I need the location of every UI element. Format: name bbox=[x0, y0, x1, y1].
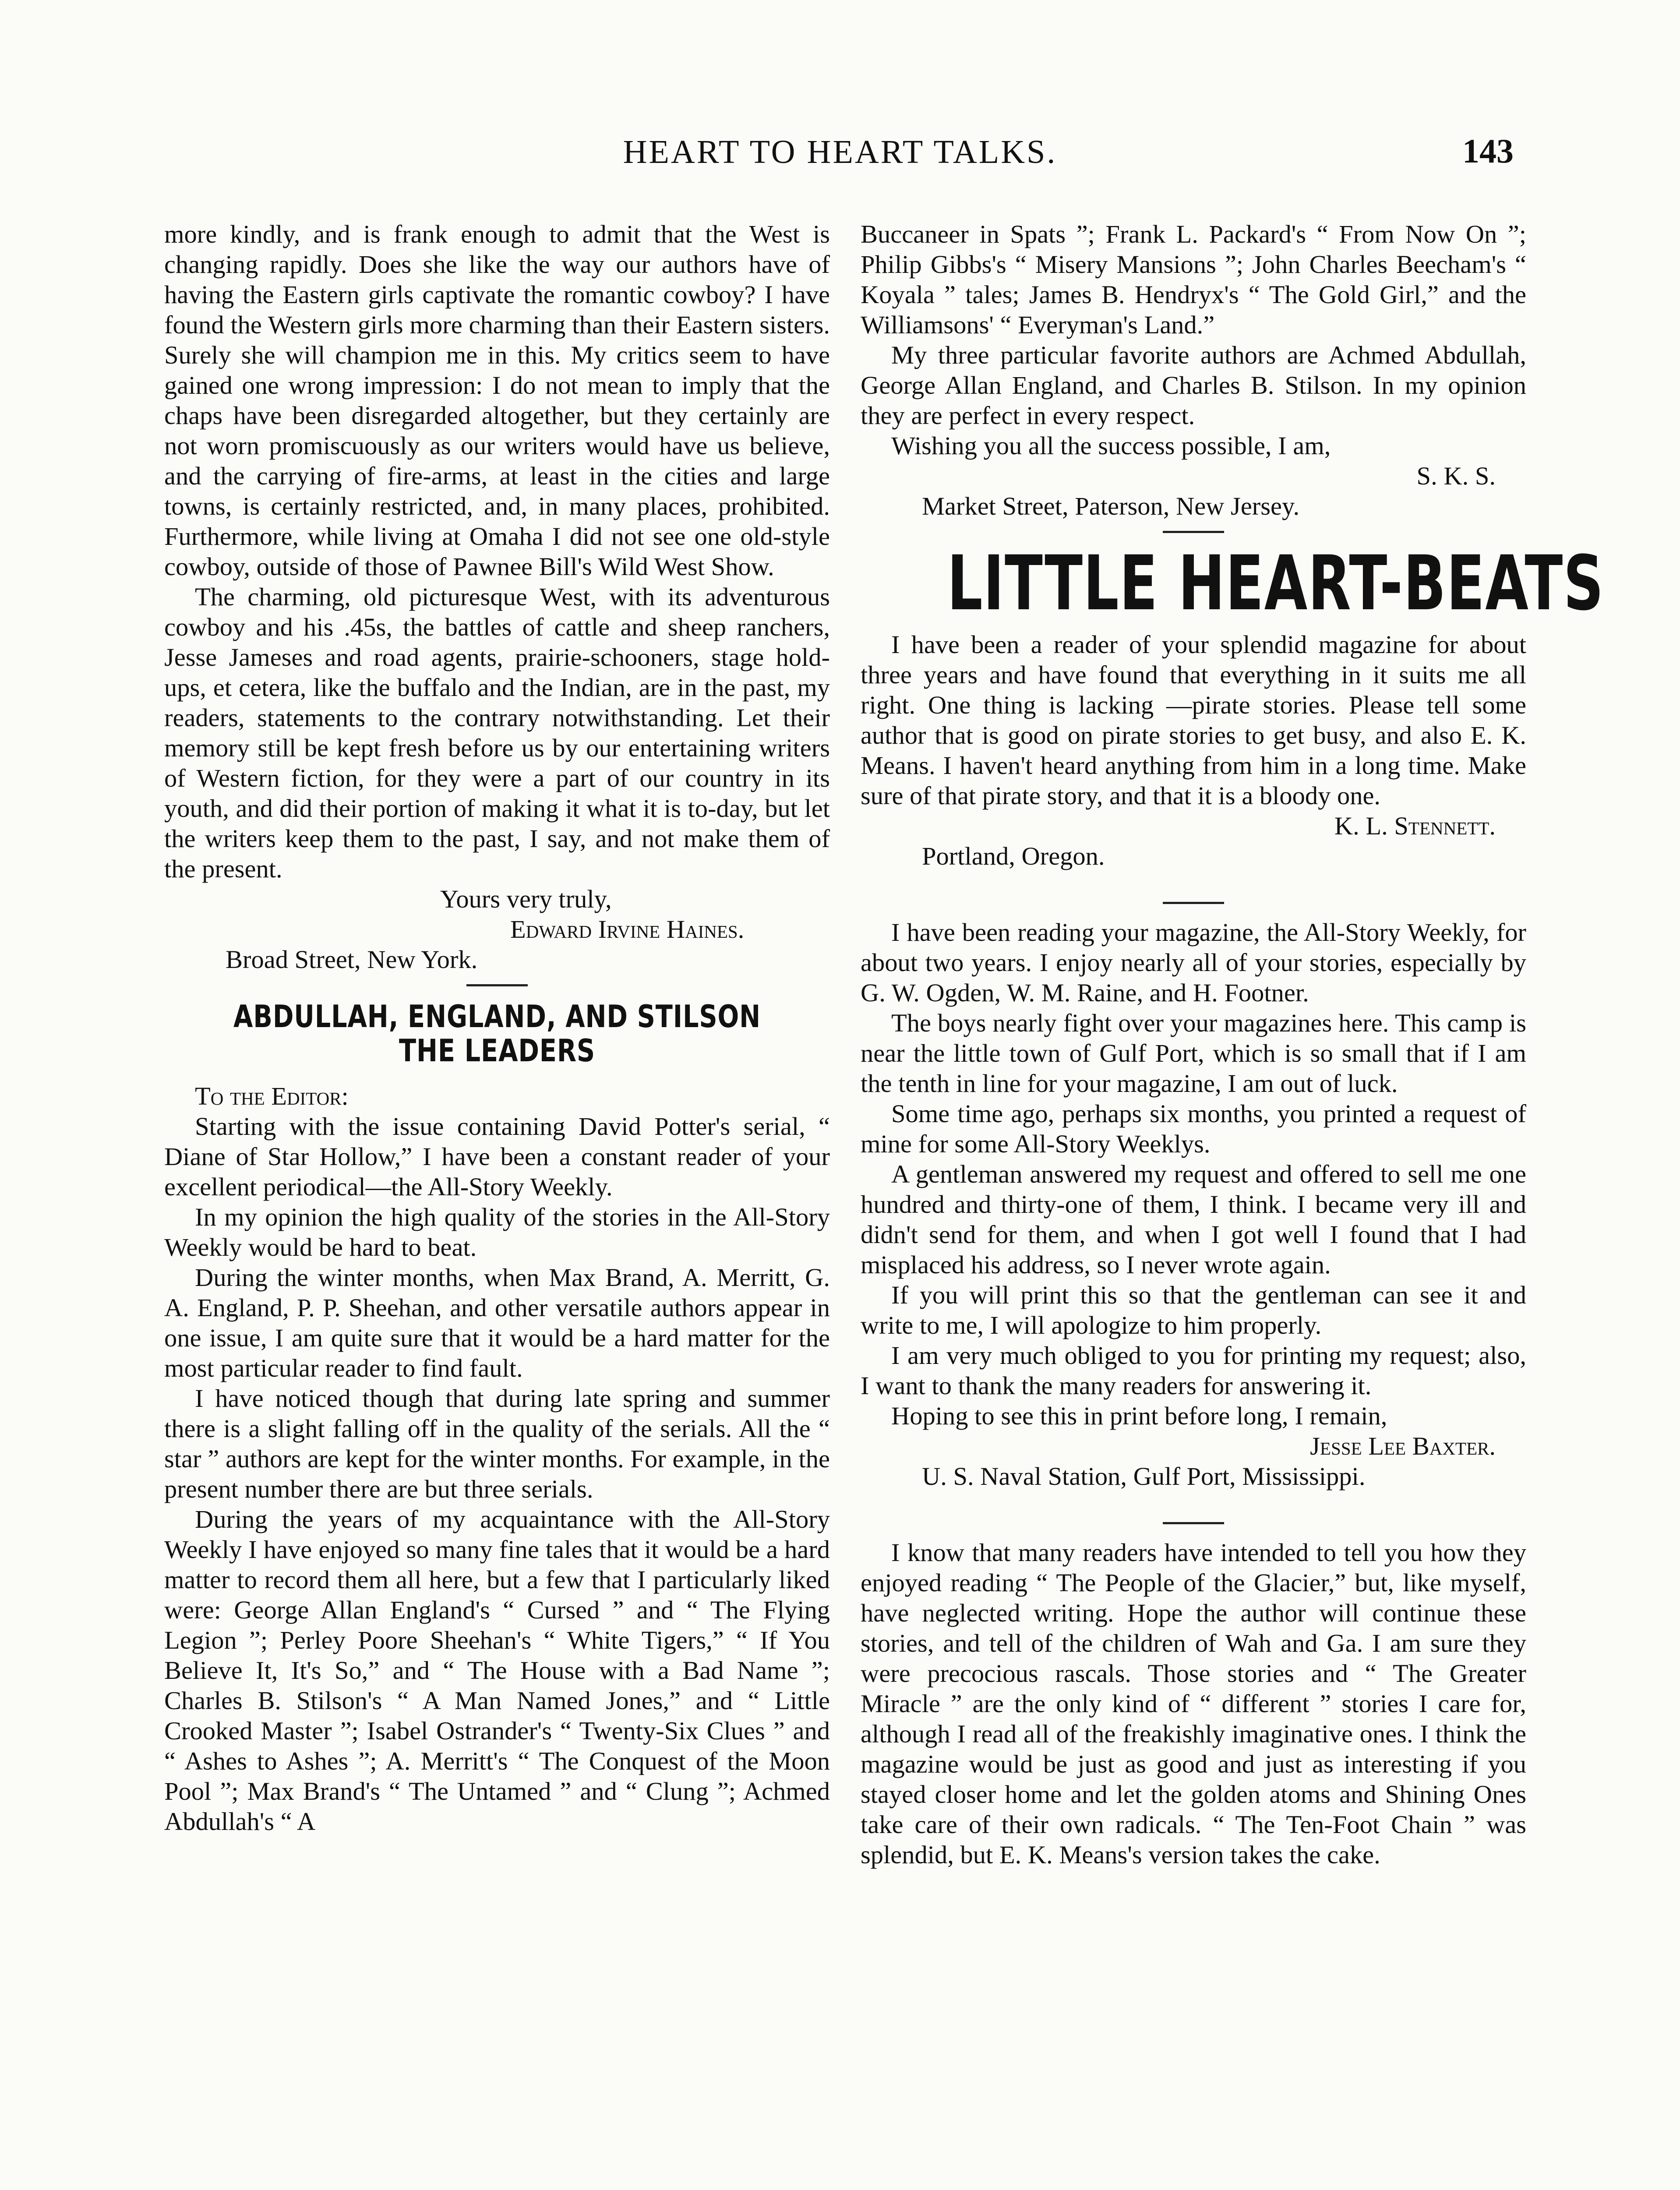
paragraph: A gentleman answered my request and offered to sell me one hundred and thirty-one of them, I think. I became very ill and didn't send for them, and when I got well I found that I had misplaced his address, so I never wrote again. bbox=[861, 1160, 1526, 1279]
letter-signature: Edward Irvine Haines. bbox=[510, 915, 745, 943]
paragraph: During the winter months, when Max Brand, A. Merritt, G. A. England, P. P. Sheehan, and other versatile authors appear in one issue, I am quite sure that it would be a hard matter for the most particular reader to find fault. bbox=[164, 1263, 830, 1382]
paragraph: During the years of my acquaintance with the All-Story Weekly I have enjoyed so many fine tales that it would be a hard matter to record them all here, but a few that I particularly liked were: George Allan England's “ Cursed ” and “ The Flying Legion ”; Perley Poore Sheehan's “ White Tigers,” “ If You Believe It, It's So,” and “ The House with a Bad Name ”; Charles B. Stilson's “ A Man Named Jones,” and “ Little Crooked Master ”; Isabel Ostrander's “ Twenty-Six Clues ” and “ Ashes to Ashes ”; A. Merritt's “ The Conquest of the Moon Pool ”; Max Brand's “ The Untamed ” and “ Clung ”; Achmed Abdullah's “ A bbox=[164, 1505, 830, 1836]
section-heading: ABDULLAH, ENGLAND, AND STILSON THE LEADERS bbox=[233, 999, 761, 1069]
paragraph: My three particular favorite authors are Achmed Abdullah, George Allan England, and Charles B. Stilson. In my opinion they are perfect in every respect. bbox=[861, 341, 1526, 430]
paragraph: In my opinion the high quality of the stories in the All-Story Weekly would be hard to beat. bbox=[164, 1203, 830, 1261]
paragraph: more kindly, and is frank enough to admit that the West is changing rapidly. Does she like the way our authors have of having the Eastern girls captivate the romantic cowboy? I have found the Western girls more charming than their Eastern sisters. Surely she will champion me in this. My critics seem to have gained one wrong impression: I do not mean to imply that the chaps have been disregarded altogether, but they certainly are not worn promiscuously as our writers would have us believe, and the carrying of fire-arms, at least in the cities and large towns, is certainly restricted, and, in many places, prohibited. Furthermore, while living at Omaha I did not see one old-style cowboy, outside of those of Pawnee Bill's Wild West Show. bbox=[164, 220, 830, 581]
section-divider bbox=[1163, 1522, 1224, 1524]
page-header bbox=[166, 131, 1514, 180]
letter-signature: K. L. Stennett. bbox=[1334, 812, 1496, 840]
paragraph: I have been reading your magazine, the All-Story Weekly, for about two years. I enjoy nearly all of your stories, especially by G. W. Ogden, W. M. Raine, and H. Footner. bbox=[861, 918, 1526, 1007]
left-column bbox=[164, 219, 830, 1837]
paragraph: The charming, old picturesque West, with its adventurous cowboy and his .45s, the battles of cattle and sheep ranchers, Jesse Jameses and road agents, prairie-schooners, stage hold-ups, et cetera, like the buffalo and the Indian, are in the past, my readers, statements to the contrary notwithstanding. Let their memory still be kept fresh before us by our entertaining writers of Western fiction, for they were a part of our country in its youth, and did their portion of making it what it is to-day, but let the writers keep them to the past, I say, and not make them of the present. bbox=[164, 583, 830, 883]
paragraph: Wishing you all the success possible, I am, bbox=[891, 431, 1331, 460]
paragraph: Buccaneer in Spats ”; Frank L. Packard's “ From Now On ”; Philip Gibbs's “ Misery Mansions ”; John Charles Beecham's “ Koyala ” tales; James B. Hendryx's “ The Gold Girl,” and the Williamsons' “ Everyman's Land.” bbox=[861, 220, 1526, 339]
page-number: 143 bbox=[1462, 132, 1514, 170]
letter-signature: S. K. S. bbox=[1416, 462, 1496, 490]
letter-address: Broad Street, New York. bbox=[226, 945, 478, 974]
letter-address: U. S. Naval Station, Gulf Port, Mississippi. bbox=[922, 1462, 1366, 1491]
paragraph: I am very much obliged to you for printing my request; also, I want to thank the many readers for answering it. bbox=[861, 1341, 1526, 1400]
paragraph: Some time ago, perhaps six months, you printed a request of mine for some All-Story Weeklys. bbox=[861, 1099, 1526, 1158]
paragraph: Hoping to see this in print before long, I remain, bbox=[891, 1402, 1387, 1430]
paragraph: I have noticed though that during late spring and summer there is a slight falling off in the quality of the serials. All the “ star ” authors are kept for the winter months. For example, in the present number there are but three serials. bbox=[164, 1384, 830, 1503]
paragraph: If you will print this so that the gentleman can see it and write to me, I will apologize to him properly. bbox=[861, 1281, 1526, 1339]
department-heading: LITTLE HEART-BEATS bbox=[947, 539, 1604, 627]
paragraph: I know that many readers have intended to tell you how they enjoyed reading “ The People of the Glacier,” but, like myself, have neglected writing. Hope the author will continue these stories, and tell of the children of Wah and Ga. I am sure they were precocious rascals. Those stories and “ The Greater Miracle ” are the only kind of “ different ” stories I care for, although I read all of the freakishly imaginative ones. I think the magazine would be just as good and just as interesting if you stayed closer home and let the golden atoms and Shining Ones take care of their own radicals. “ The Ten-Foot Chain ” was splendid, but E. K. Means's version takes the cake. bbox=[861, 1538, 1526, 1869]
running-head: HEART TO HEART TALKS. bbox=[623, 134, 1057, 170]
section-divider bbox=[466, 984, 528, 986]
section-divider bbox=[1163, 531, 1224, 533]
paragraph: The boys nearly fight over your magazines here. This camp is near the little town of Gulf Port, which is so small that if I am the tenth in line for your magazine, I am out of luck. bbox=[861, 1009, 1526, 1098]
paragraph: I have been a reader of your splendid magazine for about three years and have found that everything in it suits me all right. One thing is lacking —pirate stories. Please tell some author that is good on pirate stories to get busy, and also E. K. Means. I haven't heard anything from him in a long time. Make sure of that pirate story, and that it is a bloody one. bbox=[861, 630, 1526, 810]
paragraph: Starting with the issue containing David Potter's serial, “ Diane of Star Hollow,” I have been a constant reader of your excellent periodical—the All-Story Weekly. bbox=[164, 1112, 830, 1201]
letter-address: Market Street, Paterson, New Jersey. bbox=[922, 492, 1300, 520]
letter-address: Portland, Oregon. bbox=[922, 842, 1105, 870]
section-divider bbox=[1163, 902, 1224, 904]
letter-signature: Jesse Lee Baxter. bbox=[1310, 1432, 1496, 1460]
letter-salutation: To the Editor: bbox=[195, 1082, 349, 1110]
right-column bbox=[861, 219, 1604, 1870]
letter-closing: Yours very truly, bbox=[440, 885, 612, 913]
